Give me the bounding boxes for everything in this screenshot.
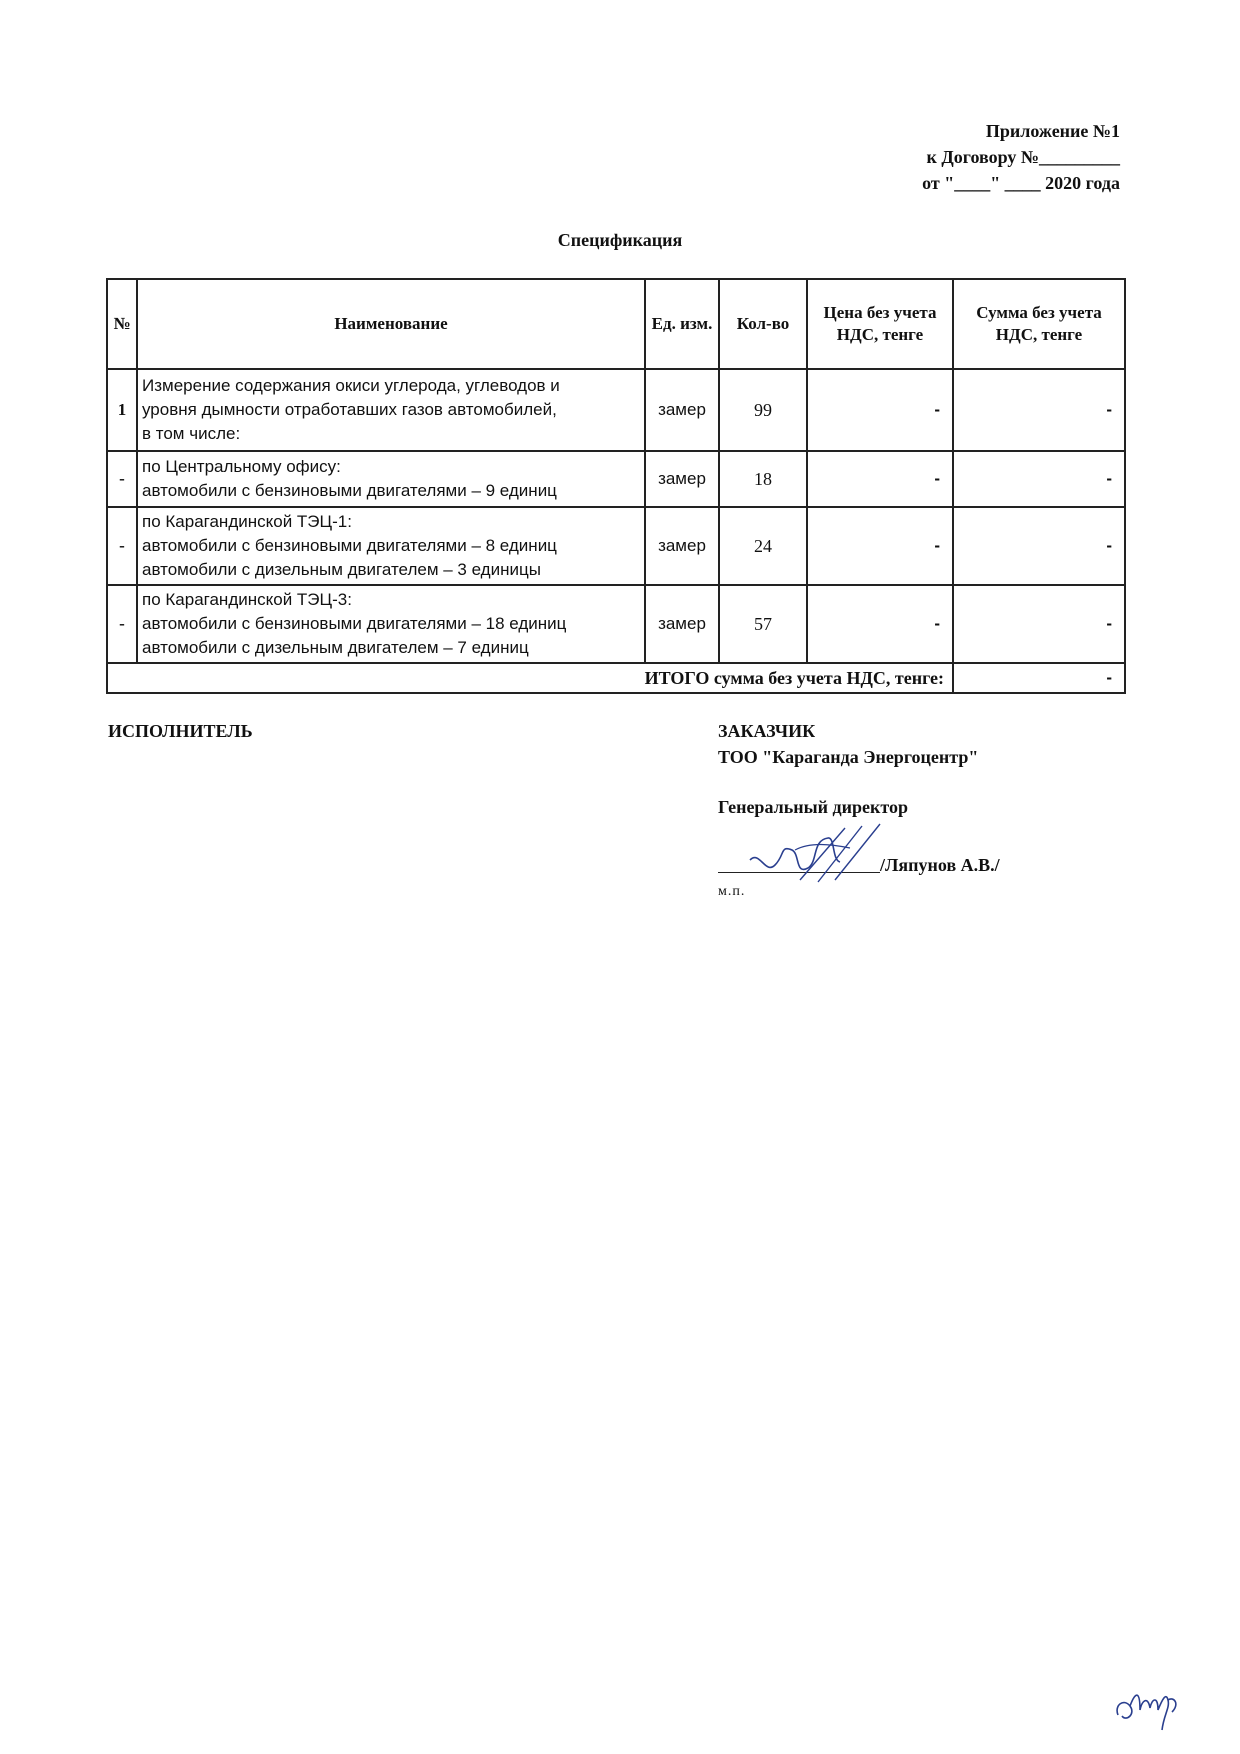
- initials-signature-image: [1110, 1670, 1190, 1740]
- row-name: [137, 369, 645, 451]
- row-number: 1: [107, 369, 137, 451]
- row-unit: замер: [645, 369, 719, 451]
- row-qty: 99: [719, 369, 807, 451]
- row-unit: замер: [645, 507, 719, 585]
- total-row: [107, 663, 1125, 693]
- col-header-price: Цена без учета НДС, тенге: [807, 279, 953, 369]
- row-unit: замер: [645, 451, 719, 507]
- col-header-qty: Кол-во: [719, 279, 807, 369]
- customer-company: ТОО "Караганда Энергоцентр": [718, 747, 979, 767]
- stamp-place-label: м.п.: [718, 884, 746, 899]
- col-header-unit: Ед. изм.: [645, 279, 719, 369]
- table-header-row: [107, 279, 1125, 369]
- name-line: автомобили с дизельным двигателем – 3 единицы: [142, 560, 541, 579]
- table-row: [107, 585, 1125, 663]
- row-name: [137, 585, 645, 663]
- row-qty: 57: [719, 585, 807, 663]
- name-line: по Карагандинской ТЭЦ-1:: [142, 512, 352, 531]
- name-line: по Карагандинской ТЭЦ-3:: [142, 590, 352, 609]
- name-line: по Центральному офису:: [142, 457, 341, 476]
- name-line: автомобили с бензиновыми двигателями – 18 единиц: [142, 614, 567, 633]
- total-value: -: [953, 663, 1125, 693]
- row-price: -: [807, 451, 953, 507]
- name-line: Измерение содержания окиси углерода, углеводов и: [142, 376, 560, 395]
- row-price: -: [807, 369, 953, 451]
- row-unit: замер: [645, 585, 719, 663]
- total-label: ИТОГО сумма без учета НДС, тенге:: [107, 663, 953, 693]
- appendix-number: Приложение №1: [985, 121, 1120, 141]
- row-number: -: [107, 451, 137, 507]
- name-line: автомобили с бензиновыми двигателями – 9 единиц: [142, 481, 557, 500]
- specification-table: [106, 278, 1126, 694]
- row-sum: -: [953, 369, 1125, 451]
- executor-label: ИСПОЛНИТЕЛЬ: [108, 721, 253, 741]
- row-sum: -: [953, 507, 1125, 585]
- name-line: в том числе:: [142, 424, 241, 443]
- table-row: [107, 369, 1125, 451]
- row-qty: 18: [719, 451, 807, 507]
- document-title: Спецификация: [557, 230, 683, 250]
- contract-number: к Договору №_________: [926, 147, 1120, 167]
- row-number: -: [107, 585, 137, 663]
- table-row: [107, 451, 1125, 507]
- customer-label: ЗАКАЗЧИК: [718, 721, 816, 741]
- col-header-sum: Сумма без учета НДС, тенге: [953, 279, 1125, 369]
- row-name: [137, 507, 645, 585]
- name-line: автомобили с бензиновыми двигателями – 8 единиц: [142, 536, 557, 555]
- name-line: уровня дымности отработавших газов автомобилей,: [142, 400, 557, 419]
- executor-block: [108, 718, 253, 744]
- row-price: -: [807, 507, 953, 585]
- name-line: автомобили с дизельным двигателем – 7 единиц: [142, 638, 529, 657]
- col-header-name: Наименование: [137, 279, 645, 369]
- row-name: [137, 451, 645, 507]
- signature-image: [740, 820, 890, 890]
- row-sum: -: [953, 451, 1125, 507]
- signatory-name: /Ляпунов А.В./: [880, 855, 1000, 875]
- row-qty: 24: [719, 507, 807, 585]
- table-row: [107, 507, 1125, 585]
- customer-block: [718, 718, 978, 770]
- col-header-num: №: [107, 279, 137, 369]
- customer-position: Генеральный директор: [718, 797, 908, 817]
- appendix-header: [820, 118, 1120, 196]
- row-sum: -: [953, 585, 1125, 663]
- row-price: -: [807, 585, 953, 663]
- contract-date: от "____" ____ 2020 года: [922, 173, 1120, 193]
- row-number: -: [107, 507, 137, 585]
